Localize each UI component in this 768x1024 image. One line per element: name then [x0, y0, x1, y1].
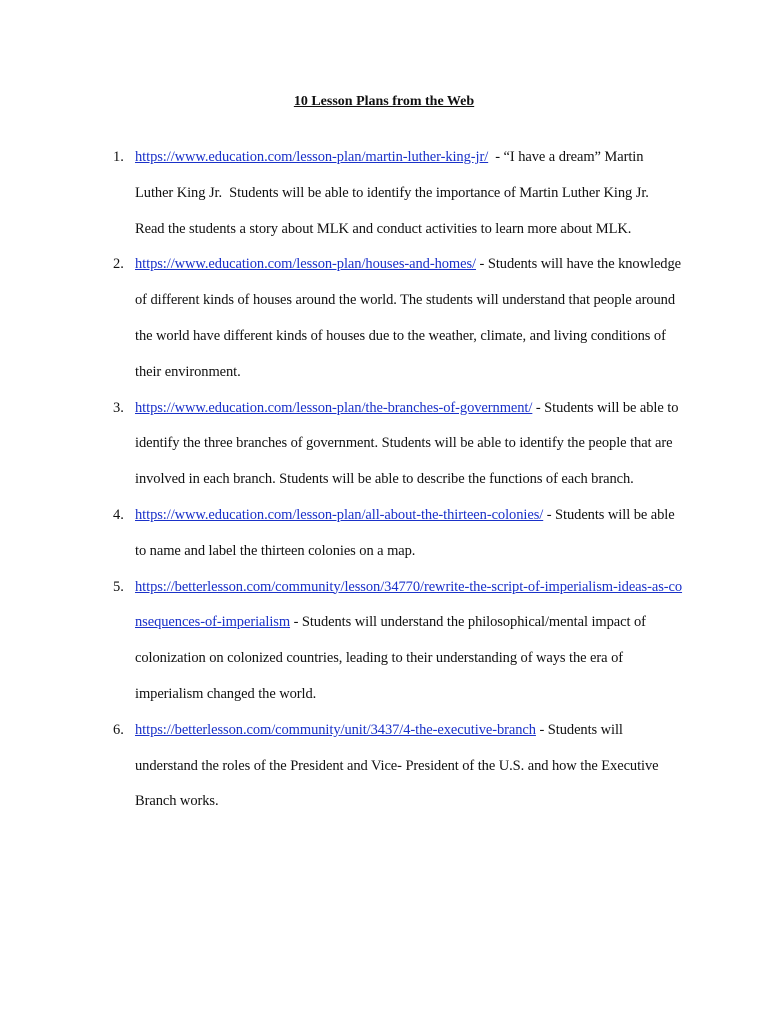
lesson-link[interactable]: https://betterlesson.com/community/unit/3437/4-the-executive-branch — [135, 721, 536, 738]
item-description: - Students will be able to identify the three branches of government. Students will be able to identify the people that are involved in each branch. Students will be able to describe the functions of each branch. — [135, 399, 679, 488]
item-number: 4. — [113, 506, 124, 523]
item-description: - Students will understand the philosophical/mental impact of colonization on colonized countries, leading to their understanding of ways the era of imperialism changed the world. — [135, 614, 646, 702]
item-description: - Students will be able to name and label the thirteen colonies on a map. — [135, 506, 675, 559]
item-number: 2. — [113, 256, 124, 273]
list-item — [0, 498, 768, 570]
lesson-link[interactable]: https://www.education.com/lesson-plan/all-about-the-thirteen-colonies/ — [135, 506, 544, 523]
list-item — [0, 570, 768, 713]
item-body — [135, 247, 683, 390]
list-item — [0, 713, 768, 820]
lesson-link[interactable]: https://www.education.com/lesson-plan/the-branches-of-government/ — [135, 399, 533, 416]
item-body — [135, 140, 683, 247]
item-description: - Students will have the knowledge of different kinds of houses around the world. The students will understand that people around the world have different kinds of houses due to the weather, climate, and living conditions of their environment. — [135, 256, 681, 380]
list-item — [0, 140, 768, 247]
item-number: 3. — [113, 399, 124, 416]
lesson-link[interactable]: https://www.education.com/lesson-plan/martin-luther-king-jr/ — [135, 149, 489, 165]
item-number: 1. — [113, 149, 124, 165]
item-number: 5. — [113, 578, 124, 595]
lesson-link[interactable]: https://www.education.com/lesson-plan/houses-and-homes/ — [135, 256, 476, 273]
item-body — [135, 570, 683, 713]
item-description: - “I have a dream” Martin Luther King Jr. Students will be able to identify the importance of Martin Luther King Jr. Read the students a story about MLK and conduct activities to learn more about MLK. — [135, 149, 656, 237]
lesson-link[interactable]: https://betterlesson.com/community/lesson/34770/rewrite-the-script-of-imperialism-ideas-as-consequences-of-imperialism — [135, 578, 683, 631]
item-number: 6. — [113, 721, 124, 738]
item-body — [135, 391, 683, 498]
list-item — [0, 391, 768, 498]
item-body — [135, 498, 685, 570]
document-title: 10 Lesson Plans from the Web — [293, 94, 475, 109]
list-item — [0, 247, 768, 390]
item-body — [135, 713, 683, 820]
item-description: - Students will understand the roles of the President and Vice- President of the U.S. and how the Executive Branch works. — [135, 721, 659, 810]
lesson-plan-list — [0, 140, 768, 820]
